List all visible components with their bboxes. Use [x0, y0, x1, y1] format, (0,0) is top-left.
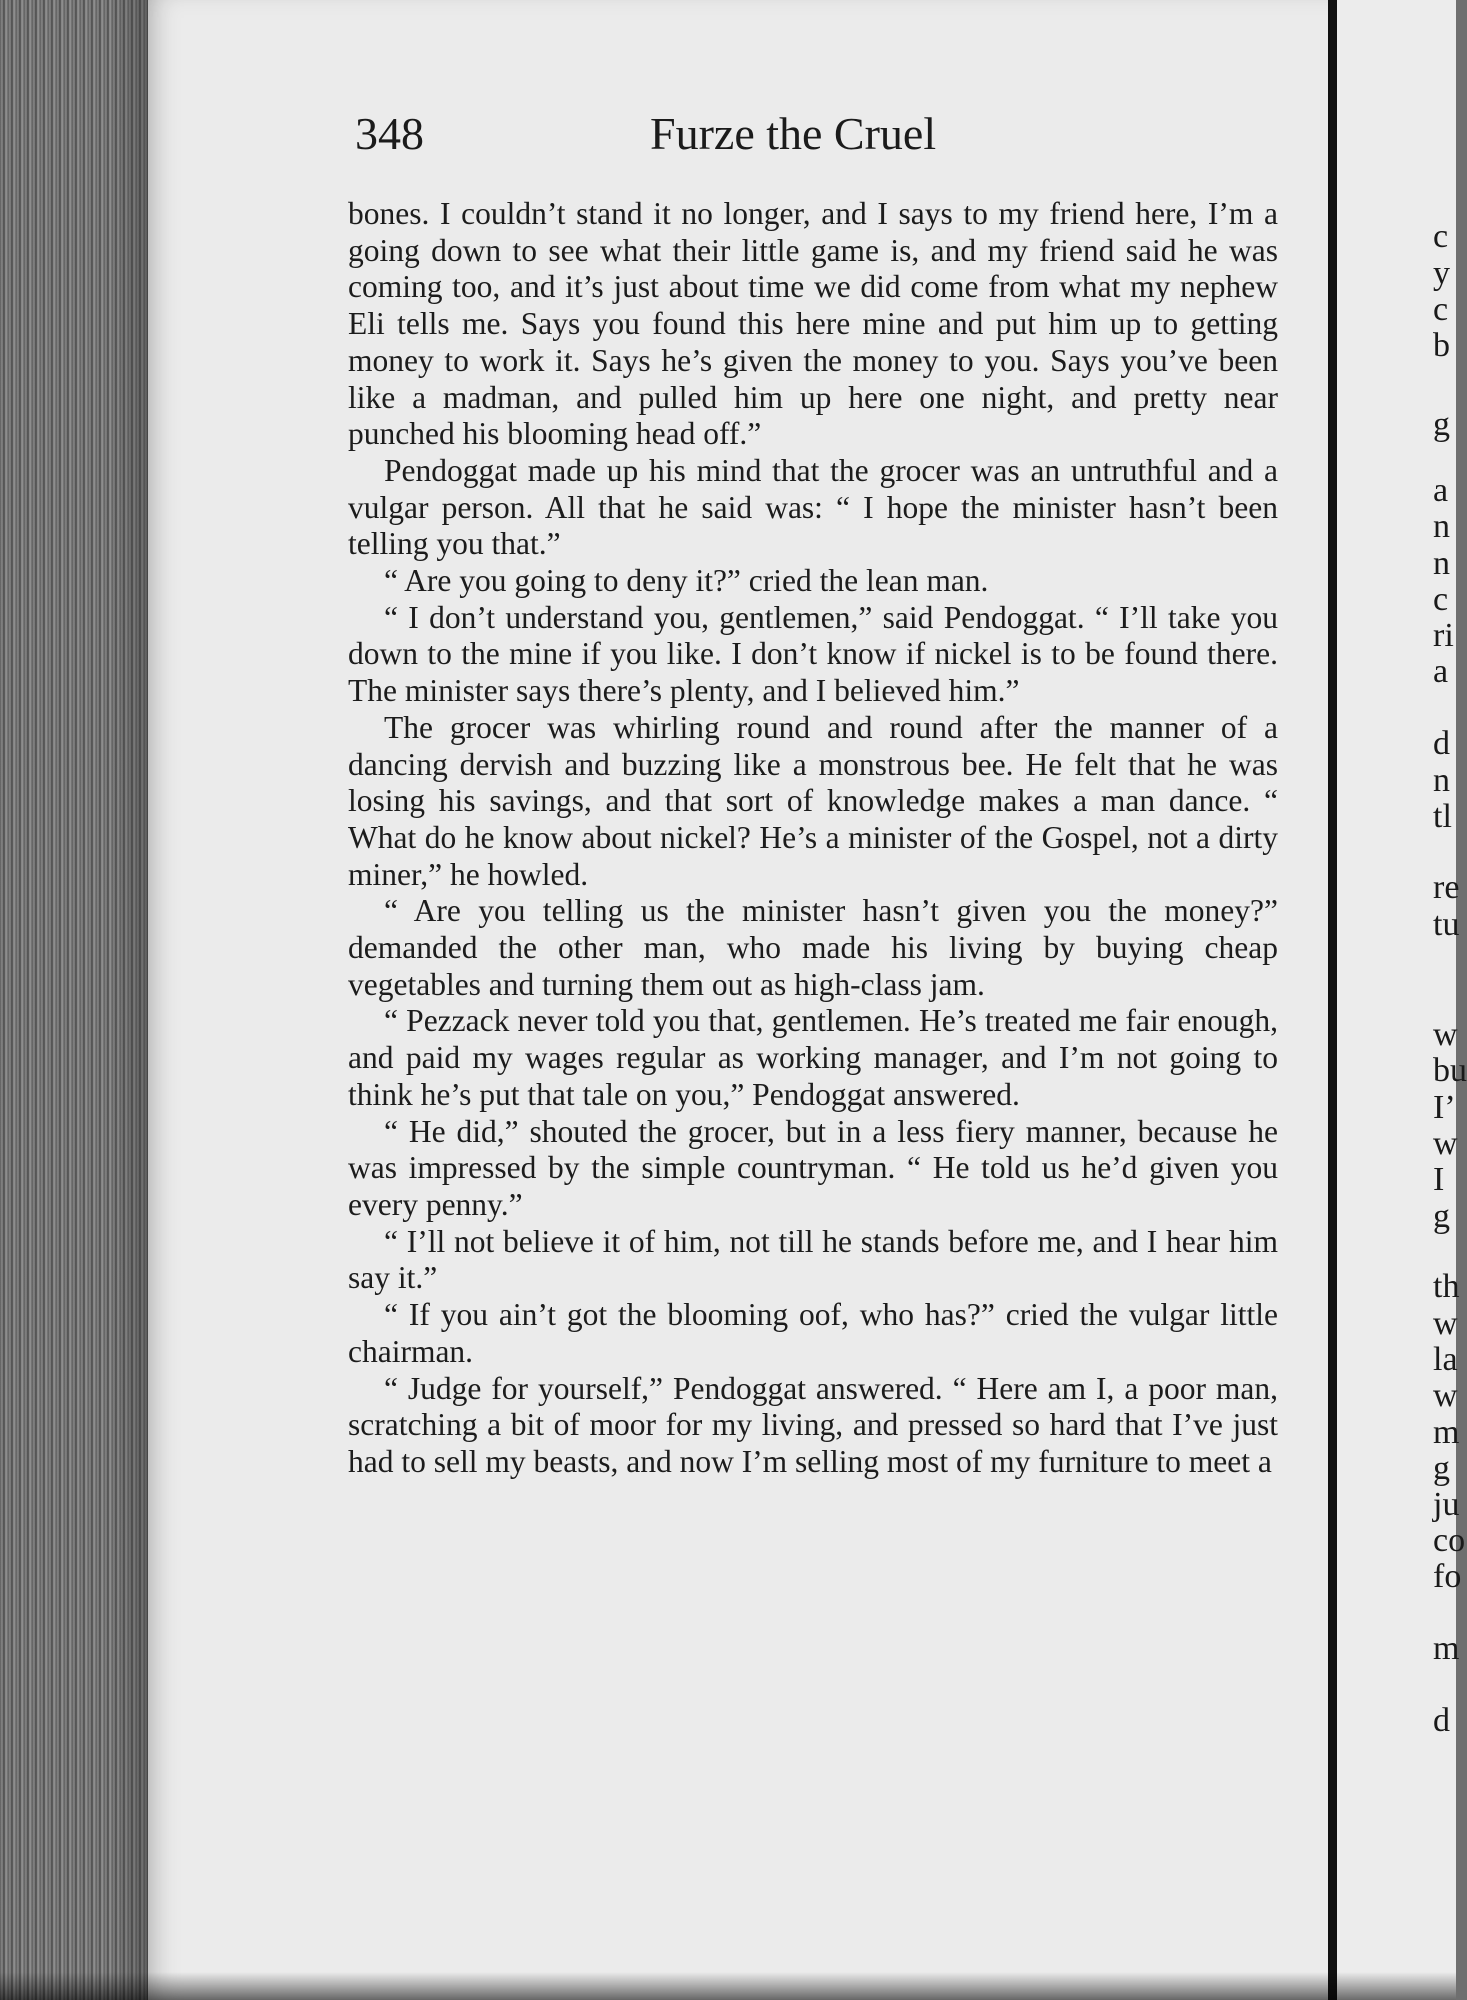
- facing-page-fragment: tu: [1433, 906, 1460, 943]
- page-number: 348: [355, 108, 424, 159]
- facing-page-fragment: g: [1433, 406, 1450, 443]
- facing-page-fragment: n: [1433, 545, 1450, 582]
- facing-page-fragment: n: [1433, 508, 1450, 545]
- facing-page-fragment: w: [1433, 1125, 1458, 1162]
- facing-page-fragment: w: [1433, 1016, 1458, 1053]
- facing-page-fragment: c: [1433, 581, 1449, 618]
- paragraph: “ Judge for yourself,” Pendoggat answered. “ Here am I, a poor man, scratching a bit of moor for my living, and pressed so hard that I’ve just had to sell my beasts, and now I’m selling most of my furniture to meet a: [348, 1370, 1278, 1479]
- facing-page-fragment: re: [1433, 869, 1460, 906]
- paragraph: “ He did,” shouted the grocer, but in a less fiery manner, because he was impressed by the simple countryman. “ He told us he’d given you every penny.”: [348, 1113, 1278, 1222]
- facing-page-edge: [1337, 0, 1467, 2000]
- paragraph: “ I don’t understand you, gentlemen,” said Pendoggat. “ I’ll take you down to the mine if you like. I don’t know if nickel is to be found there. The minister says there’s plenty, and I believed him.”: [348, 599, 1278, 709]
- facing-page-fragment: g: [1433, 1198, 1450, 1235]
- running-title: Furze the Cruel: [650, 108, 937, 159]
- facing-page-fragment: b: [1433, 327, 1450, 364]
- paragraph: Pendoggat made up his mind that the grocer was an untruthful and a vulgar person. All that he said was: “ I hope the minister hasn’t been telling you that.”: [348, 452, 1278, 562]
- paragraph: “ Are you telling us the minister hasn’t given you the money?” demanded the other man, who made his living by buying cheap vegetables and turning them out as high-class jam.: [348, 893, 1278, 1002]
- facing-page-fragment: la: [1433, 1341, 1458, 1378]
- paragraph: The grocer was whirling round and round after the manner of a dancing dervish and buzzing like a monstrous bee. He felt that he was losing his savings, and that sort of knowledge makes a man dance. “ What do he know about nickel? He’s a minister of the Gospel, not a dirty miner,” he howled.: [348, 709, 1278, 892]
- facing-page-fragment: ju: [1433, 1486, 1460, 1523]
- facing-page-fragment: y: [1433, 255, 1450, 292]
- paragraph: “ I’ll not believe it of him, not till he stands before me, and I hear him say it.”: [348, 1223, 1278, 1296]
- facing-page-fragment: ri: [1433, 617, 1454, 654]
- facing-page-fragment: n: [1433, 762, 1450, 799]
- book-gutter: [1328, 0, 1337, 2000]
- running-head: [355, 104, 1275, 164]
- facing-page-fragment: I: [1433, 1161, 1445, 1198]
- facing-page-fragment: d: [1433, 1702, 1450, 1739]
- facing-page-fragment: c: [1433, 218, 1449, 255]
- facing-page-fragment: c: [1433, 291, 1449, 328]
- facing-page-fragment: th: [1433, 1268, 1460, 1305]
- facing-page-fragment: d: [1433, 725, 1450, 762]
- book-page-edges: [0, 0, 150, 2000]
- facing-page-fragment: m: [1433, 1630, 1460, 1667]
- scan-bottom-shadow: [0, 1972, 1456, 2000]
- facing-page-fragment: tl: [1433, 798, 1452, 835]
- facing-page-fragment: bu: [1433, 1052, 1467, 1089]
- facing-page-fragment: I’: [1433, 1089, 1456, 1126]
- paragraph: “ Are you going to deny it?” cried the lean man.: [384, 563, 989, 599]
- body-text: [348, 196, 1278, 1481]
- facing-page-fragment: fo: [1433, 1558, 1462, 1595]
- facing-page-fragment: g: [1433, 1450, 1450, 1487]
- facing-page-fragment: co: [1433, 1522, 1466, 1559]
- facing-page-fragment: a: [1433, 472, 1449, 509]
- paragraph: “ Pezzack never told you that, gentlemen. He’s treated me fair enough, and paid my wages regular as working manager, and I’m not going to think he’s put that tale on you,” Pendoggat answered.: [348, 1003, 1278, 1112]
- facing-page-fragment: m: [1433, 1414, 1460, 1451]
- paragraph: bones. I couldn’t stand it no longer, and I says to my friend here, I’m a going down to see what their little game is, and my friend said he was coming too, and it’s just about time we did come from what my nephew Eli tells me. Says you found this here mine and put him up to getting money to work it. Says he’s given the money to you. Says you’ve been like a madman, and pulled him up here one night, and pretty near punched his blooming head off.”: [348, 196, 1278, 452]
- facing-page-fragment: w: [1433, 1305, 1458, 1342]
- paragraph: “ If you ain’t got the blooming oof, who has?” cried the vulgar little chairman.: [348, 1297, 1278, 1369]
- facing-page-fragment: a: [1433, 653, 1449, 690]
- facing-page-fragment: w: [1433, 1377, 1458, 1414]
